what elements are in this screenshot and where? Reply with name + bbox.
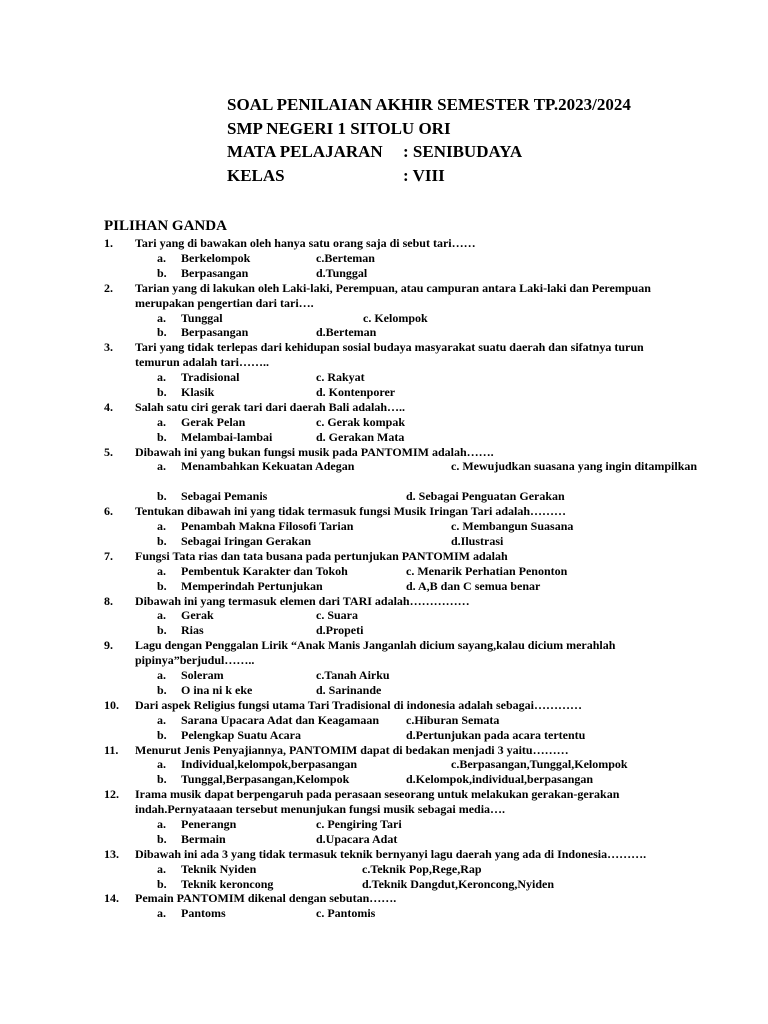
question-text: Fungsi Tata rias dan tata busana pada pertunjukan PANTOMIM adalah — [135, 548, 508, 563]
options-row: a. Gerak Pelan c. Gerak kompak — [157, 414, 406, 429]
question-text: Pemain PANTOMIM dikenal dengan sebutan……. — [135, 891, 397, 906]
option-b: Tunggal,Berpasangan,Kelompok — [181, 772, 350, 787]
section-title: PILIHAN GANDA — [104, 218, 227, 234]
question-text: Tari yang di bawakan oleh hanya satu orang saja di sebut tari…… — [135, 236, 476, 250]
options-row: b. Sebagai Iringan Gerakan d.Ilustrasi — [157, 533, 504, 548]
option-c: c. Gerak kompak — [316, 414, 406, 429]
question-text: Dibawah ini ada 3 yang tidak termasuk teknik bernyanyi lagu daerah yang ada di Indonesia………. — [135, 846, 647, 861]
option-c: c.Berpasangan,Tunggal,Kelompok — [451, 757, 628, 772]
question: 11. Menurut Jenis Penyajiannya, PANTOMIM dapat di bedakan menjadi 3 yaitu……… — [104, 742, 569, 757]
option-b: O ina ni k eke — [181, 682, 253, 697]
option-a: Teknik Nyiden — [181, 861, 257, 876]
option-b: Melambai-lambai — [181, 429, 273, 444]
option-d: d.Upacara Adat — [316, 831, 398, 846]
class-label: KELAS — [227, 165, 285, 185]
option-b: Memperindah Pertunjukan — [181, 578, 323, 593]
option-c: c. Menarik Perhatian Penonton — [406, 563, 568, 578]
question-list — [0, 236, 768, 921]
option-a: Gerak — [181, 608, 214, 623]
options-row: b. Memperindah Pertunjukan d. A,B dan C semua benar — [157, 578, 541, 593]
options-row: a. Pembentuk Karakter dan Tokoh c. Menarik Perhatian Penonton — [157, 563, 568, 578]
options-row: b. Pelengkap Suatu Acara d.Pertunjukan pada acara tertentu — [157, 727, 586, 742]
option-a: Penambah Makna Filosofi Tarian — [181, 519, 354, 534]
question-text: Dibawah ini yang bukan fungsi musik pada PANTOMIM adalah……. — [135, 444, 494, 459]
option-b: Bermain — [181, 831, 226, 846]
option-d: d.Kelompok,individual,berpasangan — [406, 772, 594, 787]
option-c: c.Teknik Pop,Rege,Rap — [362, 861, 482, 876]
options-row: a. Individual,kelompok,berpasangan c.Berpasangan,Tunggal,Kelompok — [157, 757, 628, 772]
question: 1. Tari yang di bawakan oleh hanya satu orang saja di sebut tari…… — [104, 236, 476, 250]
option-a: Sarana Upacara Adat dan Keagamaan — [181, 712, 380, 727]
option-b: Sebagai Pemanis — [181, 489, 268, 504]
options-row: a. Sarana Upacara Adat dan Keagamaan c.Hiburan Semata — [157, 712, 500, 727]
option-b: Berpasangan — [181, 265, 249, 280]
options-row: a. Penambah Makna Filosofi Tarian c. Membangun Suasana — [157, 519, 574, 534]
question: 10. Dari aspek Religius fungsi utama Tari Tradisional di indonesia adalah sebagai………… — [104, 697, 582, 712]
option-c: c. Pantomis — [316, 906, 376, 921]
option-c: c. Pengiring Tari — [316, 817, 402, 831]
exam-title: SOAL PENILAIAN AKHIR SEMESTER TP.2023/2024 — [227, 95, 631, 114]
option-c: c. Suara — [316, 608, 358, 623]
options-row: a. Soleram c.Tanah Airku — [157, 668, 390, 683]
option-a: Pembentuk Karakter dan Tokoh — [181, 563, 348, 578]
option-d: d. Sarinande — [316, 682, 382, 697]
options-row: b. Teknik keroncong d.Teknik Dangdut,Keroncong,Nyiden — [157, 876, 555, 891]
options-row: b. Tunggal,Berpasangan,Kelompok d.Kelompok,individual,berpasangan — [157, 772, 594, 787]
question: 9. Lagu dengan Penggalan Lirik “Anak Manis Janganlah dicium sayang,kalau dicium merahlah pipinya”berjudul…….. — [104, 638, 616, 668]
question: 3. Tari yang tidak terlepas dari kehidupan sosial budaya masyarakat suatu daerah dan sifatnya turun temurun adalah tari…….. — [104, 340, 644, 370]
option-d: d.Teknik Dangdut,Keroncong,Nyiden — [362, 876, 555, 891]
options-row: b. Sebagai Pemanis d. Sebagai Penguatan Gerakan — [157, 489, 565, 504]
option-d: d. Kontenporer — [316, 384, 396, 399]
option-a: Tunggal — [181, 310, 223, 325]
question-text: Tarian yang di lakukan oleh Laki-laki, Perempuan, atau campuran antara Laki-laki dan Perempuan merupakan pengertian dari tari…. — [135, 280, 651, 310]
option-c: c.Berteman — [316, 250, 375, 265]
question-text: Menurut Jenis Penyajiannya, PANTOMIM dapat di bedakan menjadi 3 yaitu……… — [135, 742, 569, 757]
subject-value: : SENIBUDAYA — [403, 142, 523, 161]
options-row: a. Pantoms c. Pantomis — [157, 906, 376, 921]
option-b: Klasik — [181, 384, 215, 399]
option-d: d.Berteman — [316, 325, 377, 340]
subject-line — [227, 140, 631, 164]
option-b: Sebagai Iringan Gerakan — [181, 533, 312, 548]
option-d: d. Gerakan Mata — [316, 429, 405, 444]
option-d: d.Ilustrasi — [451, 533, 504, 548]
question-text: Dari aspek Religius fungsi utama Tari Tradisional di indonesia adalah sebagai………… — [135, 697, 582, 712]
option-c: c.Tanah Airku — [316, 668, 390, 683]
option-d: d.Propeti — [316, 623, 364, 638]
options-row: b. Bermain d.Upacara Adat — [157, 831, 398, 846]
class-value: : VIII — [403, 165, 445, 185]
subject-label: MATA PELAJARAN — [227, 142, 383, 161]
question-text: Irama musik dapat berpengaruh pada perasaan seseorang untuk melakukan gerakan-gerakan indah.Pernyataaan tersebut menunjukan fungsi musik sebagai media…. — [135, 787, 620, 817]
class-line — [227, 164, 631, 188]
option-a: Berkelompok — [181, 250, 251, 265]
option-c: c. Mewujudkan suasana yang ingin ditampilkan — [451, 459, 698, 474]
options-row: a. Gerak c. Suara — [157, 608, 358, 623]
question-text: Dibawah ini yang termasuk elemen dari TARI adalah…………… — [135, 593, 470, 608]
question: 2. Tarian yang di lakukan oleh Laki-laki, Perempuan, atau campuran antara Laki-laki dan Perempuan merupakan pengertian dari tari…. — [104, 280, 651, 310]
question: 8. Dibawah ini yang termasuk elemen dari TARI adalah…………… — [104, 593, 470, 608]
options-row: a. Berkelompok c.Berteman — [157, 250, 375, 265]
options-row: a. Menambahkan Kekuatan Adegan c. Mewujudkan suasana yang ingin ditampilkan — [157, 459, 698, 474]
question: 6. Tentukan dibawah ini yang tidak termasuk fungsi Musik Iringan Tari adalah……… — [104, 504, 567, 519]
option-b: Berpasangan — [181, 325, 249, 340]
option-a: Gerak Pelan — [181, 414, 246, 429]
option-c: c. Kelompok — [363, 310, 428, 325]
question: 4. Salah satu ciri gerak tari dari daerah Bali adalah….. — [104, 399, 406, 414]
option-a: Tradisional — [181, 370, 240, 385]
question: 12. Irama musik dapat berpengaruh pada perasaan seseorang untuk melakukan gerakan-gerakan indah.Pernyataaan tersebut menunjukan fungsi musik sebagai media…. — [104, 787, 620, 817]
question-text: Tari yang tidak terlepas dari kehidupan sosial budaya masyarakat suatu daerah dan sifatnya turun temurun adalah tari…….. — [135, 340, 644, 370]
options-row: b. Berpasangan d.Berteman — [157, 325, 377, 340]
option-d: d.Tunggal — [316, 265, 368, 280]
option-b: Pelengkap Suatu Acara — [181, 727, 302, 742]
options-row: a. Teknik Nyiden c.Teknik Pop,Rege,Rap — [157, 861, 482, 876]
option-a: Soleram — [181, 668, 224, 683]
option-b: Rias — [181, 623, 204, 638]
question-text: Lagu dengan Penggalan Lirik “Anak Manis Janganlah dicium sayang,kalau dicium merahlah pipinya”berjudul…….. — [135, 638, 616, 668]
option-c: c. Membangun Suasana — [451, 519, 574, 534]
option-c: c.Hiburan Semata — [406, 712, 500, 727]
option-b: Teknik keroncong — [181, 876, 274, 891]
question: 14. Pemain PANTOMIM dikenal dengan sebutan……. — [104, 891, 397, 906]
question-text: Salah satu ciri gerak tari dari daerah Bali adalah….. — [135, 399, 406, 414]
options-row: b. Berpasangan d.Tunggal — [157, 265, 368, 280]
option-a: Pantoms — [181, 906, 226, 921]
exam-header — [227, 93, 631, 187]
option-d: d. A,B dan C semua benar — [406, 578, 541, 593]
option-d: d. Sebagai Penguatan Gerakan — [406, 489, 565, 504]
option-a: Menambahkan Kekuatan Adegan — [181, 459, 355, 474]
options-row: b. Klasik d. Kontenporer — [157, 384, 396, 399]
question: 5. Dibawah ini yang bukan fungsi musik pada PANTOMIM adalah……. — [104, 444, 494, 459]
options-row: b. O ina ni k eke d. Sarinande — [157, 682, 382, 697]
question-text: Tentukan dibawah ini yang tidak termasuk fungsi Musik Iringan Tari adalah……… — [135, 504, 567, 519]
option-a: Penerangn — [181, 817, 237, 831]
option-d: d.Pertunjukan pada acara tertentu — [406, 727, 586, 742]
options-row: b. Melambai-lambai d. Gerakan Mata — [157, 429, 405, 444]
question: 7. Fungsi Tata rias dan tata busana pada pertunjukan PANTOMIM adalah — [104, 548, 508, 563]
school-name: SMP NEGERI 1 SITOLU ORI — [227, 118, 451, 138]
options-row: a. Tradisional c. Rakyat — [157, 370, 365, 385]
option-c: c. Rakyat — [316, 370, 365, 385]
options-row: a. Penerangn c. Pengiring Tari — [157, 817, 402, 831]
option-a: Individual,kelompok,berpasangan — [181, 757, 358, 772]
options-row: a. Tunggal c. Kelompok — [157, 310, 428, 325]
question: 13. Dibawah ini ada 3 yang tidak termasuk teknik bernyanyi lagu daerah yang ada di Indonesia………. — [104, 846, 647, 861]
options-row: b. Rias d.Propeti — [157, 623, 364, 638]
